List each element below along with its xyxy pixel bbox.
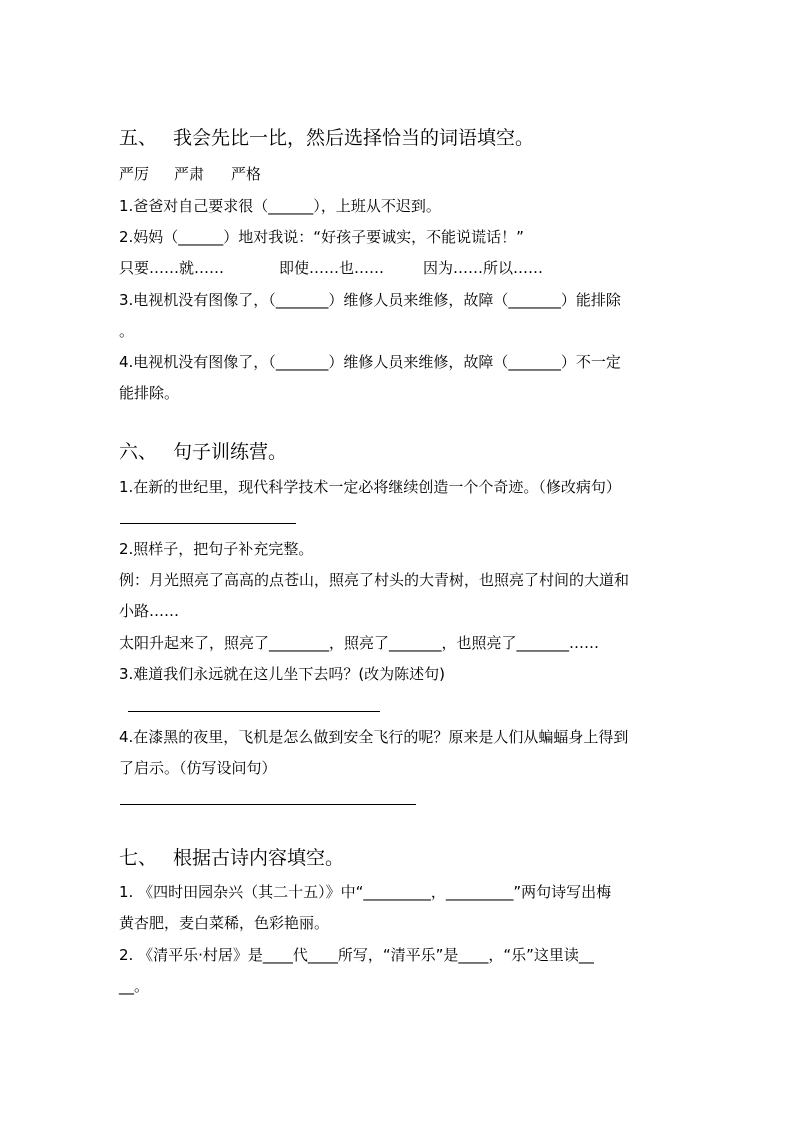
- s7-question-2-line-2: __。: [119, 977, 150, 995]
- section-7-heading: [119, 846, 344, 870]
- s6-question-4-line-2: 了启示。（仿写设问句）: [119, 759, 277, 777]
- s5-question-3-line-2: 。: [119, 322, 135, 340]
- s7-question-1-line-1: 1. 《四时田园杂兴（其二十五）》中“_________，_________”两句诗写出梅: [119, 883, 612, 901]
- section-5-title: 我会先比一比，然后选择恰当的词语填空。: [173, 127, 535, 149]
- section-7-title: 根据古诗内容填空。: [173, 847, 345, 869]
- section-5-number: 五、: [119, 127, 158, 149]
- s6-fill-in: 太阳升起来了，照亮了________，照亮了_______，也照亮了_______……: [119, 634, 600, 652]
- word-choice: 严肃: [174, 165, 205, 183]
- word-choices: [119, 164, 261, 184]
- conjunction-choice: 因为……所以……: [423, 259, 544, 277]
- s6-question-4-line-1: 4.在漆黑的夜里，飞机是怎么做到安全飞行的呢？原来是人们从蝙蝠身上得到: [119, 728, 629, 746]
- s6-question-3: 3.难道我们永远就在这儿坐下去吗？(改为陈述句): [119, 665, 446, 683]
- s5-question-3-line-1: 3.电视机没有图像了，（_______）维修人员来维修，故障（_______）能排除: [119, 291, 621, 309]
- s5-question-2: 2.妈妈（______）地对我说：“好孩子要诚实，不能说谎话！”: [119, 228, 524, 246]
- word-choice: 严格: [231, 165, 262, 183]
- word-choice: 严厉: [119, 165, 150, 183]
- conjunction-choice: 即使……也……: [279, 259, 385, 277]
- conjunction-choices: [119, 258, 543, 278]
- s5-question-1: 1.爸爸对自己要求很（______），上班从不迟到。: [119, 197, 441, 215]
- section-6-title: 句子训练营。: [173, 441, 288, 463]
- section-5-heading: [119, 126, 534, 150]
- s6-question-1: 1.在新的世纪里，现代科学技术一定必将继续创造一个个奇迹。（修改病句）: [119, 478, 621, 496]
- s6-example-line-2: 小路……: [119, 602, 180, 620]
- s6-example-line-1: 例：月光照亮了高高的点苍山，照亮了村头的大青树，也照亮了村间的大道和: [119, 571, 630, 589]
- s7-question-2-line-1: 2. 《清平乐·村居》是____代____所写，“清平乐”是____，“乐”这里读__: [119, 946, 594, 964]
- section-6-heading: [119, 440, 287, 464]
- answer-line: [128, 711, 380, 712]
- s6-question-2: 2.照样子，把句子补充完整。: [119, 540, 314, 558]
- answer-line: [120, 523, 296, 524]
- s5-question-4-line-1: 4.电视机没有图像了，（_______）维修人员来维修，故障（_______）不一定: [119, 353, 621, 371]
- conjunction-choice: 只要……就……: [119, 259, 225, 277]
- s7-question-1-line-2: 黄杏肥，麦白菜稀，色彩艳丽。: [119, 914, 330, 932]
- answer-line: [120, 804, 416, 805]
- s5-question-4-line-2: 能排除。: [119, 384, 180, 402]
- section-7-number: 七、: [119, 847, 158, 869]
- section-6-number: 六、: [119, 441, 158, 463]
